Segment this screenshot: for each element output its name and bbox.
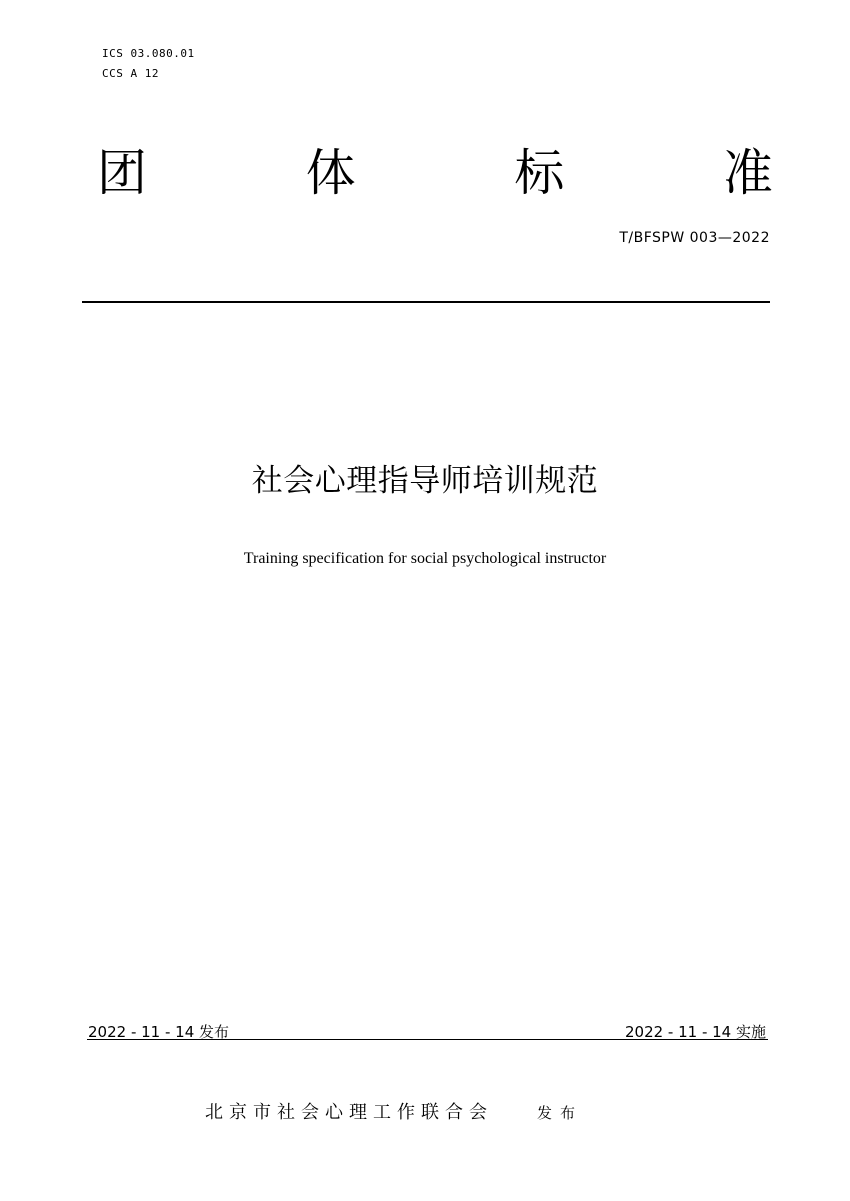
standard-type-heading <box>97 138 773 208</box>
ccs-code: CCS A 12 <box>102 67 159 80</box>
standard-type-char: 标 <box>514 144 565 202</box>
document-title-english: Training specification for social psychological instructor <box>243 550 607 567</box>
publish-label: 发布 <box>537 1104 584 1122</box>
implementation-date: 2022 - 11 - 14 实施 <box>624 1023 766 1041</box>
document-title-chinese: 社会心理指导师培训规范 <box>251 463 599 499</box>
issue-date: 2022 - 11 - 14 发布 <box>88 1023 230 1041</box>
standard-number: T/BFSPW 003—2022 <box>619 230 770 246</box>
footer-divider <box>87 1039 768 1040</box>
header-divider <box>82 301 770 303</box>
standard-type-char: 体 <box>305 144 356 202</box>
ics-code: ICS 03.080.01 <box>102 47 195 60</box>
standard-type-char: 团 <box>97 144 147 202</box>
standard-type-char: 准 <box>722 144 773 202</box>
classification-codes <box>102 44 195 84</box>
publisher-line <box>205 1098 583 1124</box>
publisher-name: 北京市社会心理工作联合会 <box>205 1102 493 1123</box>
